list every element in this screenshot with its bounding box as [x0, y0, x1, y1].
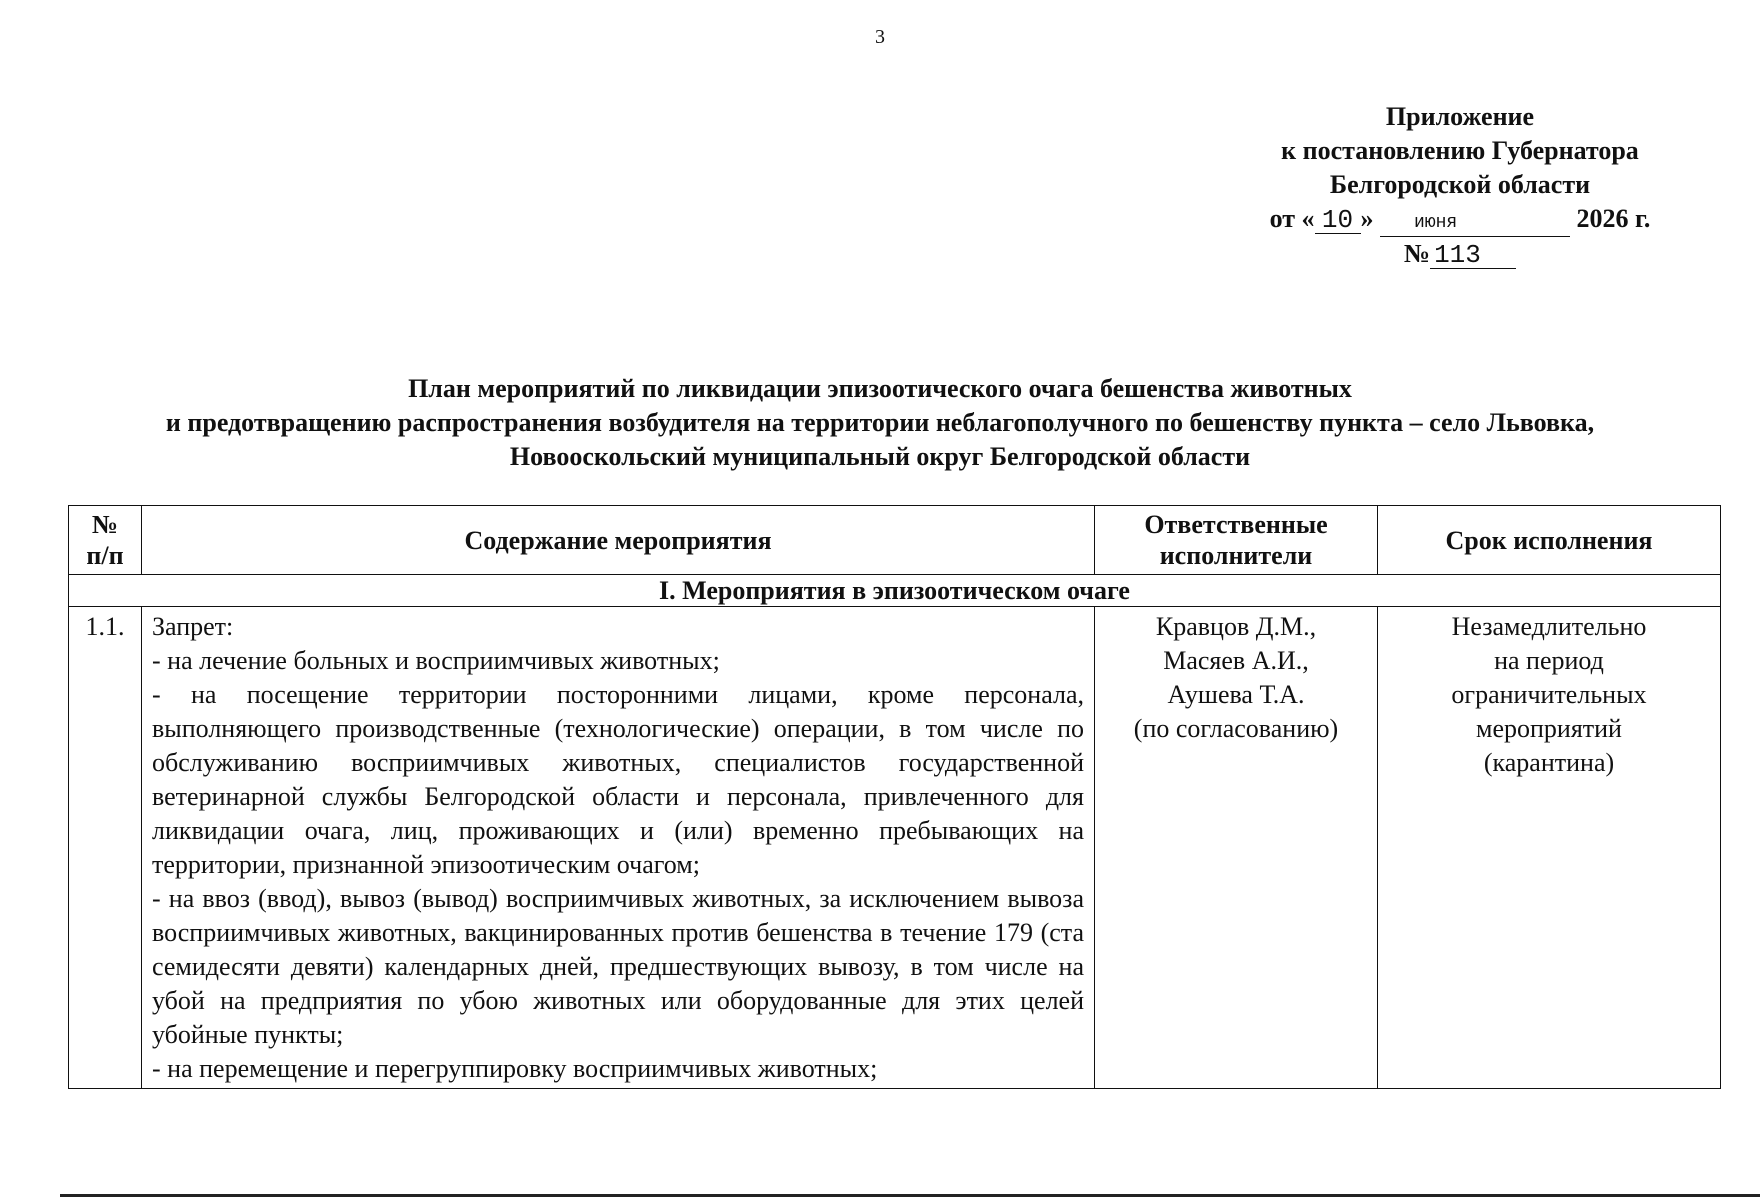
plan-table — [68, 505, 1721, 1089]
deadline-line: мероприятий — [1476, 714, 1622, 743]
header-num-line1: № — [91, 510, 119, 539]
appendix-date — [1240, 202, 1680, 237]
appendix-number — [1240, 237, 1680, 271]
row-content — [142, 607, 1095, 1089]
appendix-decree: к постановлению Губернатора — [1281, 136, 1639, 165]
header-num — [69, 506, 142, 575]
section-row — [69, 575, 1721, 607]
header-responsible-line2: исполнители — [1159, 541, 1313, 570]
content-paragraph: - на посещение территории посторонними лицами, кроме персонала, выполняющего производственные (технологические) операции, в том числе по обслуживанию восприимчивых животных, специалистов государственной ветеринарной службы Белгородской области и персонала, привлеченного для ликвидации очага, лиц, проживающих и (или) временно пребывающих на территории, признанной эпизоотическим очагом; — [152, 680, 1084, 879]
content-paragraph: - на ввоз (ввод), вывоз (вывод) восприимчивых животных, за исключением вывоза восприимчивых животных, вакцинированных против бешенства в течение 179 (ста семидесяти девяти) календарных дней, предшествующих вывозу, в том числе на убой на предприятия по убою животных или оборудованные для этих целей убойные пункты; — [152, 884, 1084, 1049]
appendix-region: Белгородской области — [1329, 170, 1591, 199]
section-title: I. Мероприятия в эпизоотическом очаге — [69, 575, 1721, 607]
title-line-3: Новооскольский муниципальный округ Белгородской области — [509, 442, 1251, 471]
responsible-person: Масяев А.И., — [1163, 646, 1309, 675]
table-header-row — [69, 506, 1721, 575]
date-month: июня — [1380, 210, 1570, 237]
title-line-2: и предотвращению распространения возбудителя на территории неблагополучного по бешенству пункта – село Львовка, — [165, 408, 1595, 437]
content-paragraph: - на перемещение и перегруппировку восприимчивых животных; — [152, 1054, 878, 1083]
bottom-divider — [60, 1194, 1760, 1197]
deadline-line: ограничительных — [1451, 680, 1647, 709]
row-deadline — [1378, 607, 1721, 1089]
responsible-person: Аушева Т.А. — [1167, 680, 1305, 709]
title-line-1: План мероприятий по ликвидации эпизоотического очага бешенства животных — [408, 374, 1352, 403]
responsible-person: Кравцов Д.М., — [1155, 612, 1317, 641]
deadline-line: (карантина) — [1483, 748, 1615, 777]
content-paragraph: Запрет: — [152, 612, 234, 641]
date-year: 2026 г. — [1576, 204, 1651, 233]
number-value: 113 — [1430, 242, 1516, 269]
appendix-block — [1240, 100, 1680, 271]
date-day: 10 — [1315, 207, 1361, 234]
header-responsible-line1: Ответственные — [1144, 510, 1328, 539]
deadline-line: Незамедлительно — [1451, 612, 1647, 641]
header-responsible — [1095, 506, 1378, 575]
document-title — [40, 372, 1720, 474]
header-deadline: Срок исполнения — [1378, 506, 1721, 575]
header-content: Содержание мероприятия — [142, 506, 1095, 575]
date-mid: » — [1360, 204, 1374, 233]
deadline-line: на период — [1494, 646, 1604, 675]
header-num-line2: п/п — [86, 541, 124, 570]
date-prefix: от « — [1269, 204, 1315, 233]
row-responsible — [1095, 607, 1378, 1089]
row-number: 1.1. — [69, 607, 142, 1089]
number-prefix: № — [1403, 239, 1431, 268]
content-paragraph: - на лечение больных и восприимчивых животных; — [152, 646, 720, 675]
appendix-title: Приложение — [1385, 102, 1535, 131]
responsible-note: (по согласованию) — [1133, 714, 1339, 743]
table-row — [69, 607, 1721, 1089]
page-number: 3 — [875, 26, 885, 48]
